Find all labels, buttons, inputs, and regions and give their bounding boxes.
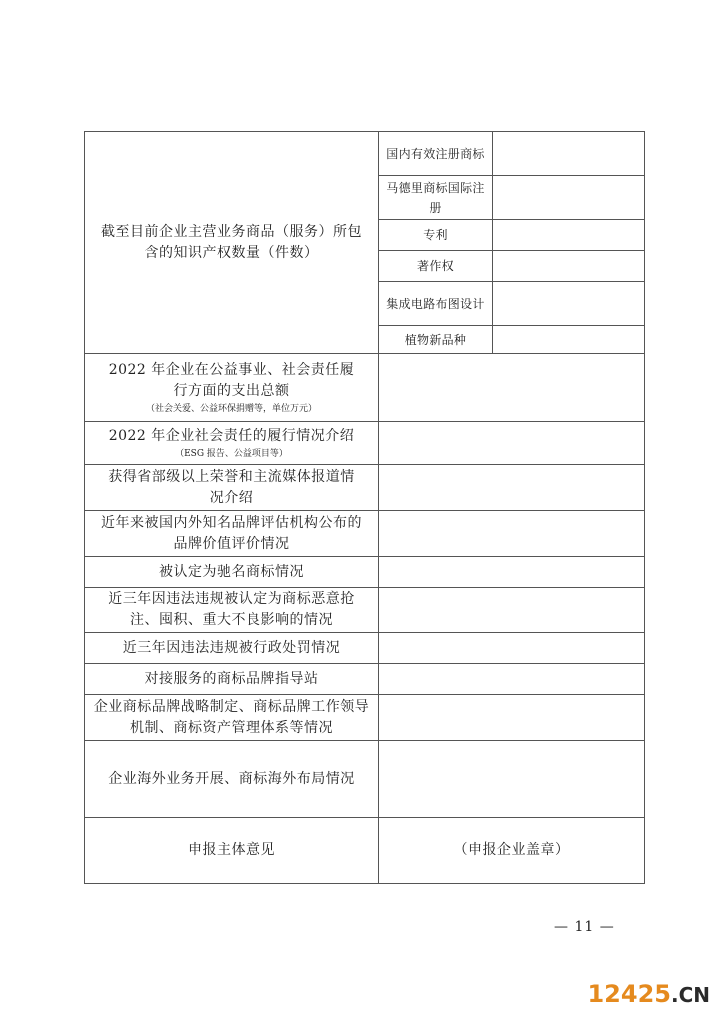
row-label-overseas-business: 企业海外业务开展、商标海外布局情况 [85,741,379,818]
watermark-main: 12425 [587,980,671,1008]
watermark-suffix: .CN [670,983,710,1007]
row-label-social-responsibility: 2022 年企业社会责任的履行情况介绍 （ESG 报告、公益项目等） [85,422,379,465]
opinion-label-cell [85,818,379,884]
row-value-malicious-registration[interactable] [379,588,645,633]
site-watermark [587,980,710,1008]
ip-item-patent: 专利 [379,220,493,251]
opinion-label: 申报主体意见 [188,842,275,858]
ip-value-copyright[interactable] [493,251,645,282]
row-label-malicious-registration: 近三年因违法违规被认定为商标恶意抢注、囤积、重大不良影响的情况 [85,588,379,633]
ip-count-label: 截至目前企业主营业务商品（服务）所包含的知识产权数量（件数） [101,223,362,261]
row-value-administrative-penalty[interactable] [379,633,645,664]
row-note-social-responsibility: （ESG 报告、公益项目等） [175,448,288,459]
row-value-honors-media[interactable] [379,465,645,511]
row-label-administrative-penalty: 近三年因违法违规被行政处罚情况 [85,633,379,664]
ip-value-madrid-registration[interactable] [493,176,645,220]
ip-item-domestic-trademark: 国内有效注册商标 [379,132,493,176]
ip-value-plant-variety[interactable] [493,326,645,354]
row-value-well-known-trademark[interactable] [379,557,645,588]
row-label-well-known-trademark: 被认定为驰名商标情况 [85,557,379,588]
ip-value-ic-layout[interactable] [493,282,645,326]
opinion-seal-note: （申报企业盖章） [453,842,570,858]
row-value-guidance-station[interactable] [379,664,645,695]
opinion-value-cell[interactable] [379,818,645,884]
row-value-brand-valuation[interactable] [379,511,645,557]
row-value-charity-spending[interactable] [379,354,645,422]
ip-value-domestic-trademark[interactable] [493,132,645,176]
ip-item-copyright: 著作权 [379,251,493,282]
row-label-honors-media: 获得省部级以上荣誉和主流媒体报道情况介绍 [85,465,379,511]
row-note-charity-spending: （社会关爱、公益环保捐赠等，单位万元） [145,403,317,414]
application-form-table [84,131,645,884]
page-number: — 11 — [554,919,615,935]
ip-item-madrid-registration: 马德里商标国际注册 [379,176,493,220]
row-label-guidance-station: 对接服务的商标品牌指导站 [85,664,379,695]
row-label-charity-spending: 2022 年企业在公益事业、社会责任履行方面的支出总额 （社会关爱、公益环保捐赠等，单位万元） [85,354,379,422]
row-value-social-responsibility[interactable] [379,422,645,465]
ip-item-plant-variety: 植物新品种 [379,326,493,354]
row-value-brand-strategy[interactable] [379,695,645,741]
row-label-brand-valuation: 近年来被国内外知名品牌评估机构公布的品牌价值评价情况 [85,511,379,557]
ip-value-patent[interactable] [493,220,645,251]
row-label-brand-strategy: 企业商标品牌战略制定、商标品牌工作领导机制、商标资产管理体系等情况 [85,695,379,741]
ip-count-label-cell [85,132,379,354]
ip-item-ic-layout: 集成电路布图设计 [379,282,493,326]
row-value-overseas-business[interactable] [379,741,645,818]
